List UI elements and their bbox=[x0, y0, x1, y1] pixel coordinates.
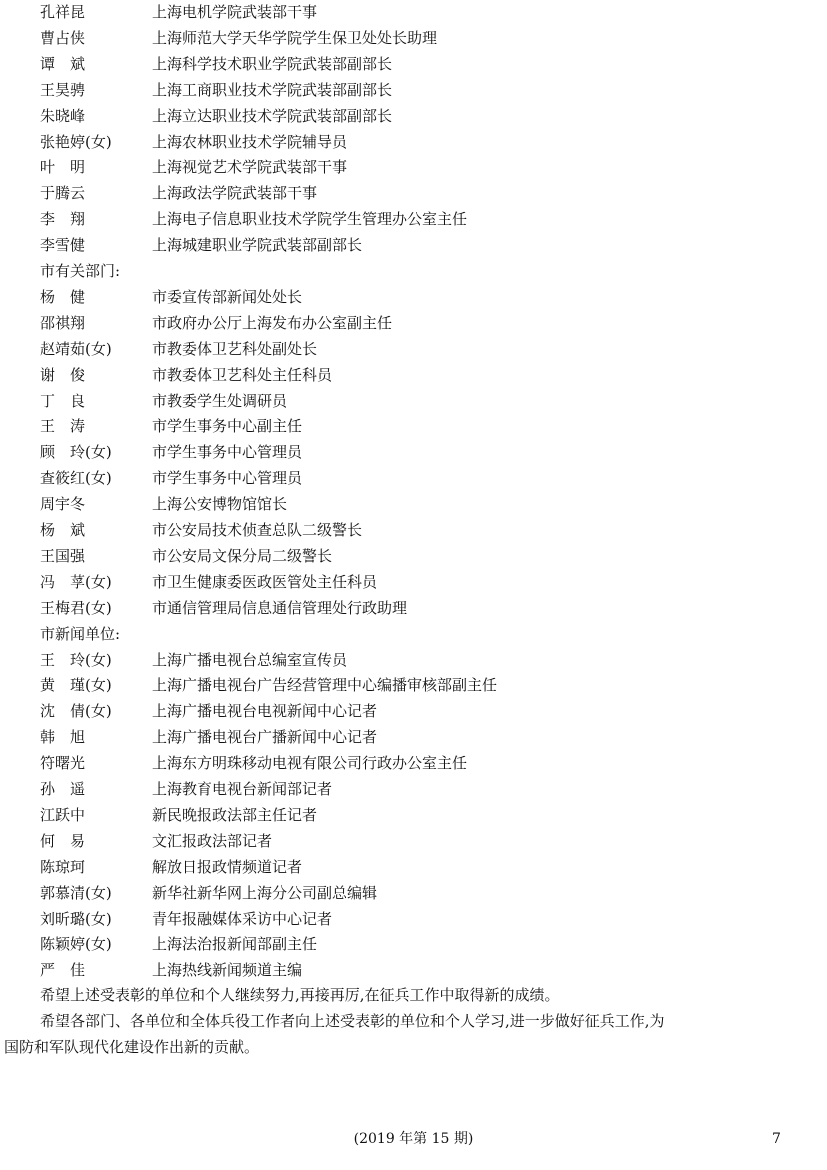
closing-paragraph-2-line-1: 希望各部门、各单位和全体兵役工作者向上述受表彰的单位和个人学习,进一步做好征兵工作,为 bbox=[40, 1012, 665, 1030]
person-name: 顾 玲(女) bbox=[40, 443, 112, 462]
person-title: 市学生事务中心管理员 bbox=[152, 469, 303, 488]
person-name: 曹占侠 bbox=[40, 28, 86, 47]
person-name: 王梅君(女) bbox=[40, 598, 112, 617]
person-name: 冯 莩(女) bbox=[40, 572, 112, 591]
person-title: 新民晚报政法部主任记者 bbox=[152, 805, 318, 824]
person-name: 孙 遥 bbox=[40, 780, 86, 798]
person-title: 文汇报政法部记者 bbox=[152, 831, 273, 850]
person-title: 上海电机学院武装部干事 bbox=[152, 3, 318, 21]
person-title: 上海视觉艺术学院武装部干事 bbox=[152, 158, 348, 177]
person-name: 谭 斌 bbox=[40, 54, 86, 73]
person-name: 张艳婷(女) bbox=[40, 132, 112, 151]
section-header-departments: 市有关部门: bbox=[40, 262, 121, 280]
person-title: 市学生事务中心副主任 bbox=[152, 417, 303, 436]
person-title: 市政府办公厅上海发布办公室副主任 bbox=[152, 313, 393, 332]
person-title: 上海热线新闻频道主编 bbox=[152, 961, 303, 980]
person-name: 李雪健 bbox=[40, 236, 86, 255]
person-name: 江跃中 bbox=[40, 805, 86, 824]
closing-paragraph-2-line-2: 国防和军队现代化建设作出新的贡献。 bbox=[4, 1038, 260, 1056]
person-name: 周宇冬 bbox=[40, 495, 86, 514]
page-number: 7 bbox=[772, 1131, 781, 1147]
person-title: 上海教育电视台新闻部记者 bbox=[152, 780, 333, 798]
person-title: 市通信管理局信息通信管理处行政助理 bbox=[152, 598, 408, 617]
person-name: 王昊骋 bbox=[40, 80, 86, 99]
person-title: 上海政法学院武装部干事 bbox=[152, 184, 318, 203]
person-title: 市学生事务中心管理员 bbox=[152, 443, 303, 462]
person-name: 刘昕璐(女) bbox=[40, 909, 112, 928]
person-name: 朱晓峰 bbox=[40, 106, 86, 125]
person-name: 赵靖茹(女) bbox=[40, 339, 112, 358]
person-name: 沈 倩(女) bbox=[40, 702, 112, 721]
person-title: 上海东方明珠移动电视有限公司行政办公室主任 bbox=[152, 754, 468, 773]
person-name: 李 翔 bbox=[40, 210, 86, 229]
person-name: 杨 斌 bbox=[40, 521, 86, 539]
person-title: 上海广播电视台广告经营管理中心编播审核部副主任 bbox=[152, 676, 498, 695]
person-title: 上海公安博物馆馆长 bbox=[152, 495, 288, 514]
issue-footer: (2019 年第 15 期) bbox=[353, 1131, 474, 1147]
person-name: 叶 明 bbox=[40, 158, 86, 177]
person-title: 市教委体卫艺科处副处长 bbox=[152, 339, 318, 358]
person-title: 解放日报政情频道记者 bbox=[152, 857, 303, 876]
person-name: 王国强 bbox=[40, 546, 86, 565]
person-name: 严 佳 bbox=[40, 961, 86, 980]
person-title: 上海城建职业学院武装部副部长 bbox=[152, 236, 363, 255]
section-header-media: 市新闻单位: bbox=[40, 624, 121, 643]
person-title: 新华社新华网上海分公司副总编辑 bbox=[152, 883, 378, 902]
person-name: 孔祥昆 bbox=[40, 3, 86, 21]
person-title: 上海电子信息职业技术学院学生管理办公室主任 bbox=[152, 210, 468, 229]
person-name: 谢 俊 bbox=[40, 365, 86, 384]
person-title: 青年报融媒体采访中心记者 bbox=[152, 909, 333, 928]
person-name: 丁 良 bbox=[40, 391, 86, 410]
person-title: 市公安局技术侦查总队二级警长 bbox=[152, 521, 363, 539]
person-name: 查筱红(女) bbox=[40, 469, 112, 488]
person-title: 市公安局文保分局二级警长 bbox=[152, 546, 333, 565]
person-name: 王 玲(女) bbox=[40, 650, 112, 669]
person-name: 郭慕清(女) bbox=[40, 883, 112, 902]
person-title: 上海广播电视台总编室宣传员 bbox=[152, 650, 348, 669]
person-name: 于腾云 bbox=[40, 184, 86, 203]
person-name: 陈颖婷(女) bbox=[40, 935, 112, 954]
person-title: 上海科学技术职业学院武装部副部长 bbox=[152, 54, 393, 73]
person-name: 韩 旭 bbox=[40, 728, 86, 747]
person-name: 杨 健 bbox=[40, 287, 86, 306]
closing-paragraph-1: 希望上述受表彰的单位和个人继续努力,再接再厉,在征兵工作中取得新的成绩。 bbox=[40, 986, 560, 1004]
person-name: 黄 瑾(女) bbox=[40, 676, 112, 695]
person-name: 符曙光 bbox=[40, 754, 86, 773]
person-title: 上海工商职业技术学院武装部副部长 bbox=[152, 80, 393, 99]
person-name: 陈琼珂 bbox=[40, 857, 86, 876]
person-title: 市教委体卫艺科处主任科员 bbox=[152, 365, 333, 384]
person-title: 上海师范大学天华学院学生保卫处处长助理 bbox=[152, 28, 438, 47]
person-title: 上海农林职业技术学院辅导员 bbox=[152, 132, 348, 151]
person-title: 上海广播电视台电视新闻中心记者 bbox=[152, 702, 378, 721]
person-title: 上海法治报新闻部副主任 bbox=[152, 935, 318, 954]
person-name: 何 易 bbox=[40, 831, 86, 850]
person-title: 上海立达职业技术学院武装部副部长 bbox=[152, 106, 393, 125]
person-title: 市卫生健康委医政医管处主任科员 bbox=[152, 572, 378, 591]
person-title: 市教委学生处调研员 bbox=[152, 391, 288, 410]
person-title: 市委宣传部新闻处处长 bbox=[152, 287, 303, 306]
person-name: 邵祺翔 bbox=[40, 313, 86, 332]
person-name: 王 涛 bbox=[40, 417, 86, 436]
person-title: 上海广播电视台广播新闻中心记者 bbox=[152, 728, 378, 747]
